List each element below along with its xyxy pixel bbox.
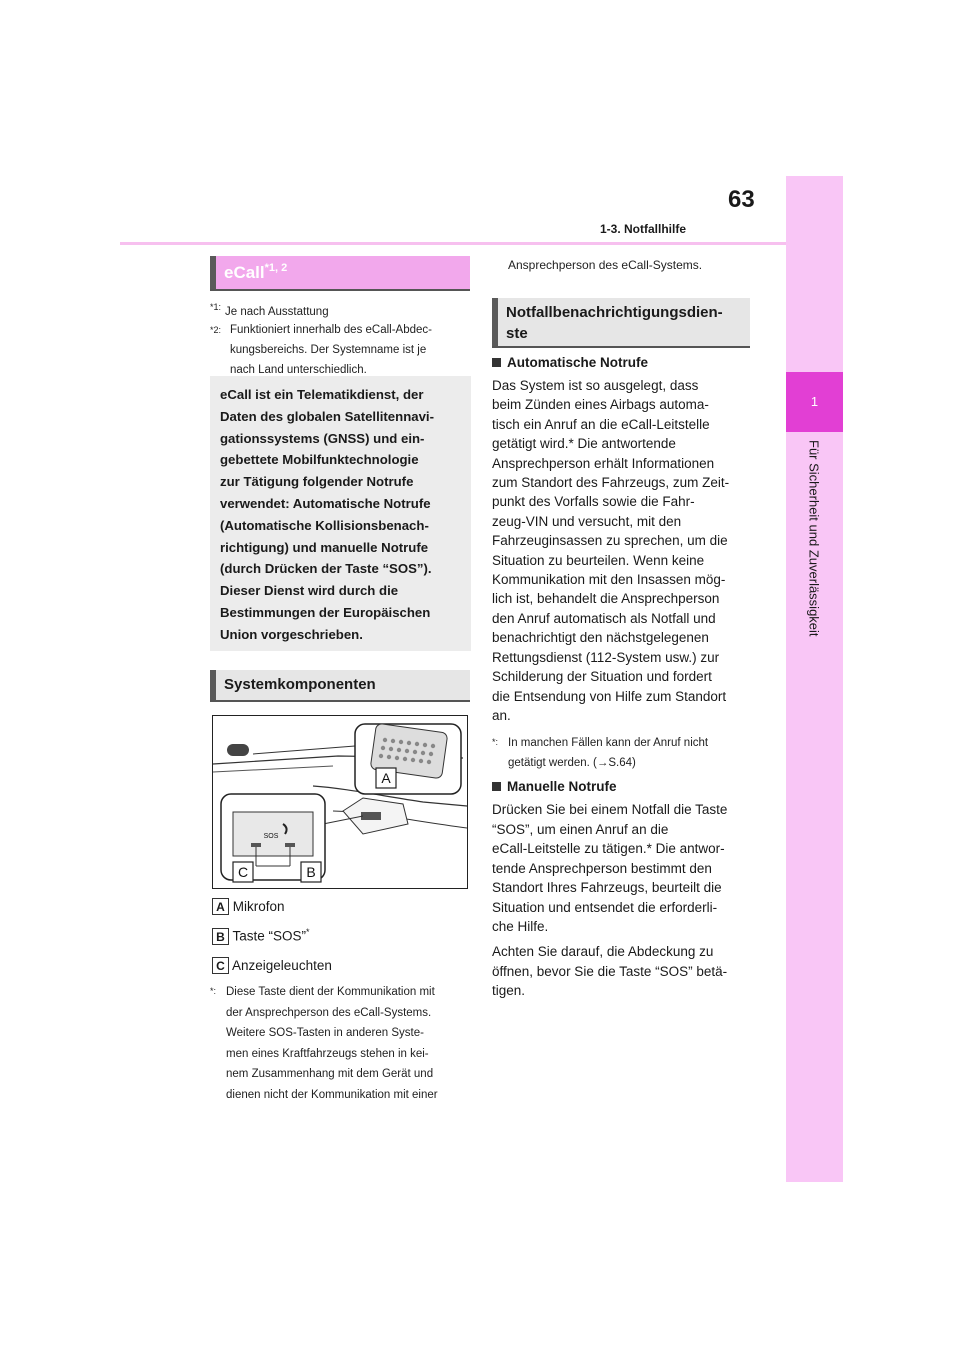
legend-item-c: C Anzeigeleuchten xyxy=(212,957,332,974)
heading-automatic-calls: Automatische Notrufe xyxy=(492,355,648,370)
section-title-notifications: Notfallbenachrichtigungsdien- ste xyxy=(492,298,750,348)
heading-manual-calls: Manuelle Notrufe xyxy=(492,779,617,794)
legend-item-b: B Taste “SOS”* xyxy=(212,927,310,945)
chapter-title: 1-3. Notfallhilfe xyxy=(600,222,687,236)
legend-item-a: A Mikrofon xyxy=(212,898,285,915)
section-title-ecall: eCall$^{*1, 2}$ xyxy=(210,256,470,291)
overhead-console-illustration xyxy=(213,716,467,888)
microphone-icon xyxy=(227,744,249,756)
footnote-1: $^{*1:}$ Je nach Ausstattung xyxy=(210,302,329,318)
continuation-text: Ansprechperson des eCall-Systems. xyxy=(508,258,703,272)
svg-text:B: B xyxy=(306,864,316,880)
intro-box xyxy=(210,376,471,651)
footnote-sos: *: Diese Taste dient der Kommunikation mit der Ansprechperson des eCall-Systems. Weitere SOS-Tasten in anderen Syste- men eines Kraftfahrzeugs stehen in kei- nem Zusammenhang mit dem Gerät und dienen nicht der Kommunikation mit einer xyxy=(210,986,438,1101)
manual-calls-text: Drücken Sie bei einem Notfall die Taste “SOS”, um einen Anruf an die eCall-Leitstelle zu tätigen.* Die antwor- tende Ansprechperson bestimmt den Standort Ihres Fahrzeugs, beurteilt die Situation und entsendet die erforderli- che Hilfe. xyxy=(492,802,728,934)
footnote-2: $^{*2:}$ Funktioniert innerhalb des eCall-Abdec- kungsbereichs. Der Systemname ist je nach Land unterschiedlich. xyxy=(210,324,432,376)
ecall-figure xyxy=(212,715,468,889)
chapter-tab-number[interactable]: 1 xyxy=(786,372,843,432)
chapter-tab-label: Für Sicherheit und Zuverlässigkeit xyxy=(806,440,822,637)
automatic-calls-footnote: *: In manchen Fällen kann der Anruf nicht getätigt werden. (→S.64) xyxy=(492,737,709,769)
manual-calls-note: Achten Sie darauf, die Abdeckung zu öffnen, bevor Sie die Taste “SOS” betä- tigen. xyxy=(492,944,728,998)
svg-text:A: A xyxy=(381,770,391,786)
header-rule xyxy=(120,242,786,245)
svg-text:C: C xyxy=(237,864,249,880)
intro-text: eCall ist ein Telematikdienst, der Daten des globalen Satellitennavi- gationssystems (GNSS) und ein- gebettete Mobilfunktechnologie zur Tätigung folgender Notrufe verwendet: Automatische Notrufe (Automatische Kollisionsbenach- richtigung) und manuelle Notrufe (durch Drücken der Taste “SOS”). Dieser Dienst wird durch die Bestimmungen der Europäischen Union vorgeschrieben. xyxy=(220,387,434,642)
svg-text:SOS: SOS xyxy=(263,833,279,840)
automatic-calls-text: Das System ist so ausgelegt, dass beim Zünden eines Airbags automa- tisch ein Anruf an die eCall-Leitstelle getätigt wird.* Die antwortende Ansprechperson erhält Informationen zum Standort des Fahrzeugs, zum Zeit- punkt des Vorfalls sowie die Fahr- zeug-VIN und versucht, mit den Fahrzeuginsassen zu sprechen, um die Situation zu beurteilen. Wenn keine Kommunikation mit den Insassen mög- lich ist, behandelt die Ansprechperson den Anruf automatisch als Notfall und benachrichtigt den nächstgelegenen Rettungsdienst (112-System usw.) zur Schilderung der Situation und fordert die Entsendung von Hilfe zum Standort an. xyxy=(492,378,730,723)
page-number: 63 xyxy=(728,186,755,213)
section-title-components: Systemkomponenten xyxy=(210,670,470,702)
